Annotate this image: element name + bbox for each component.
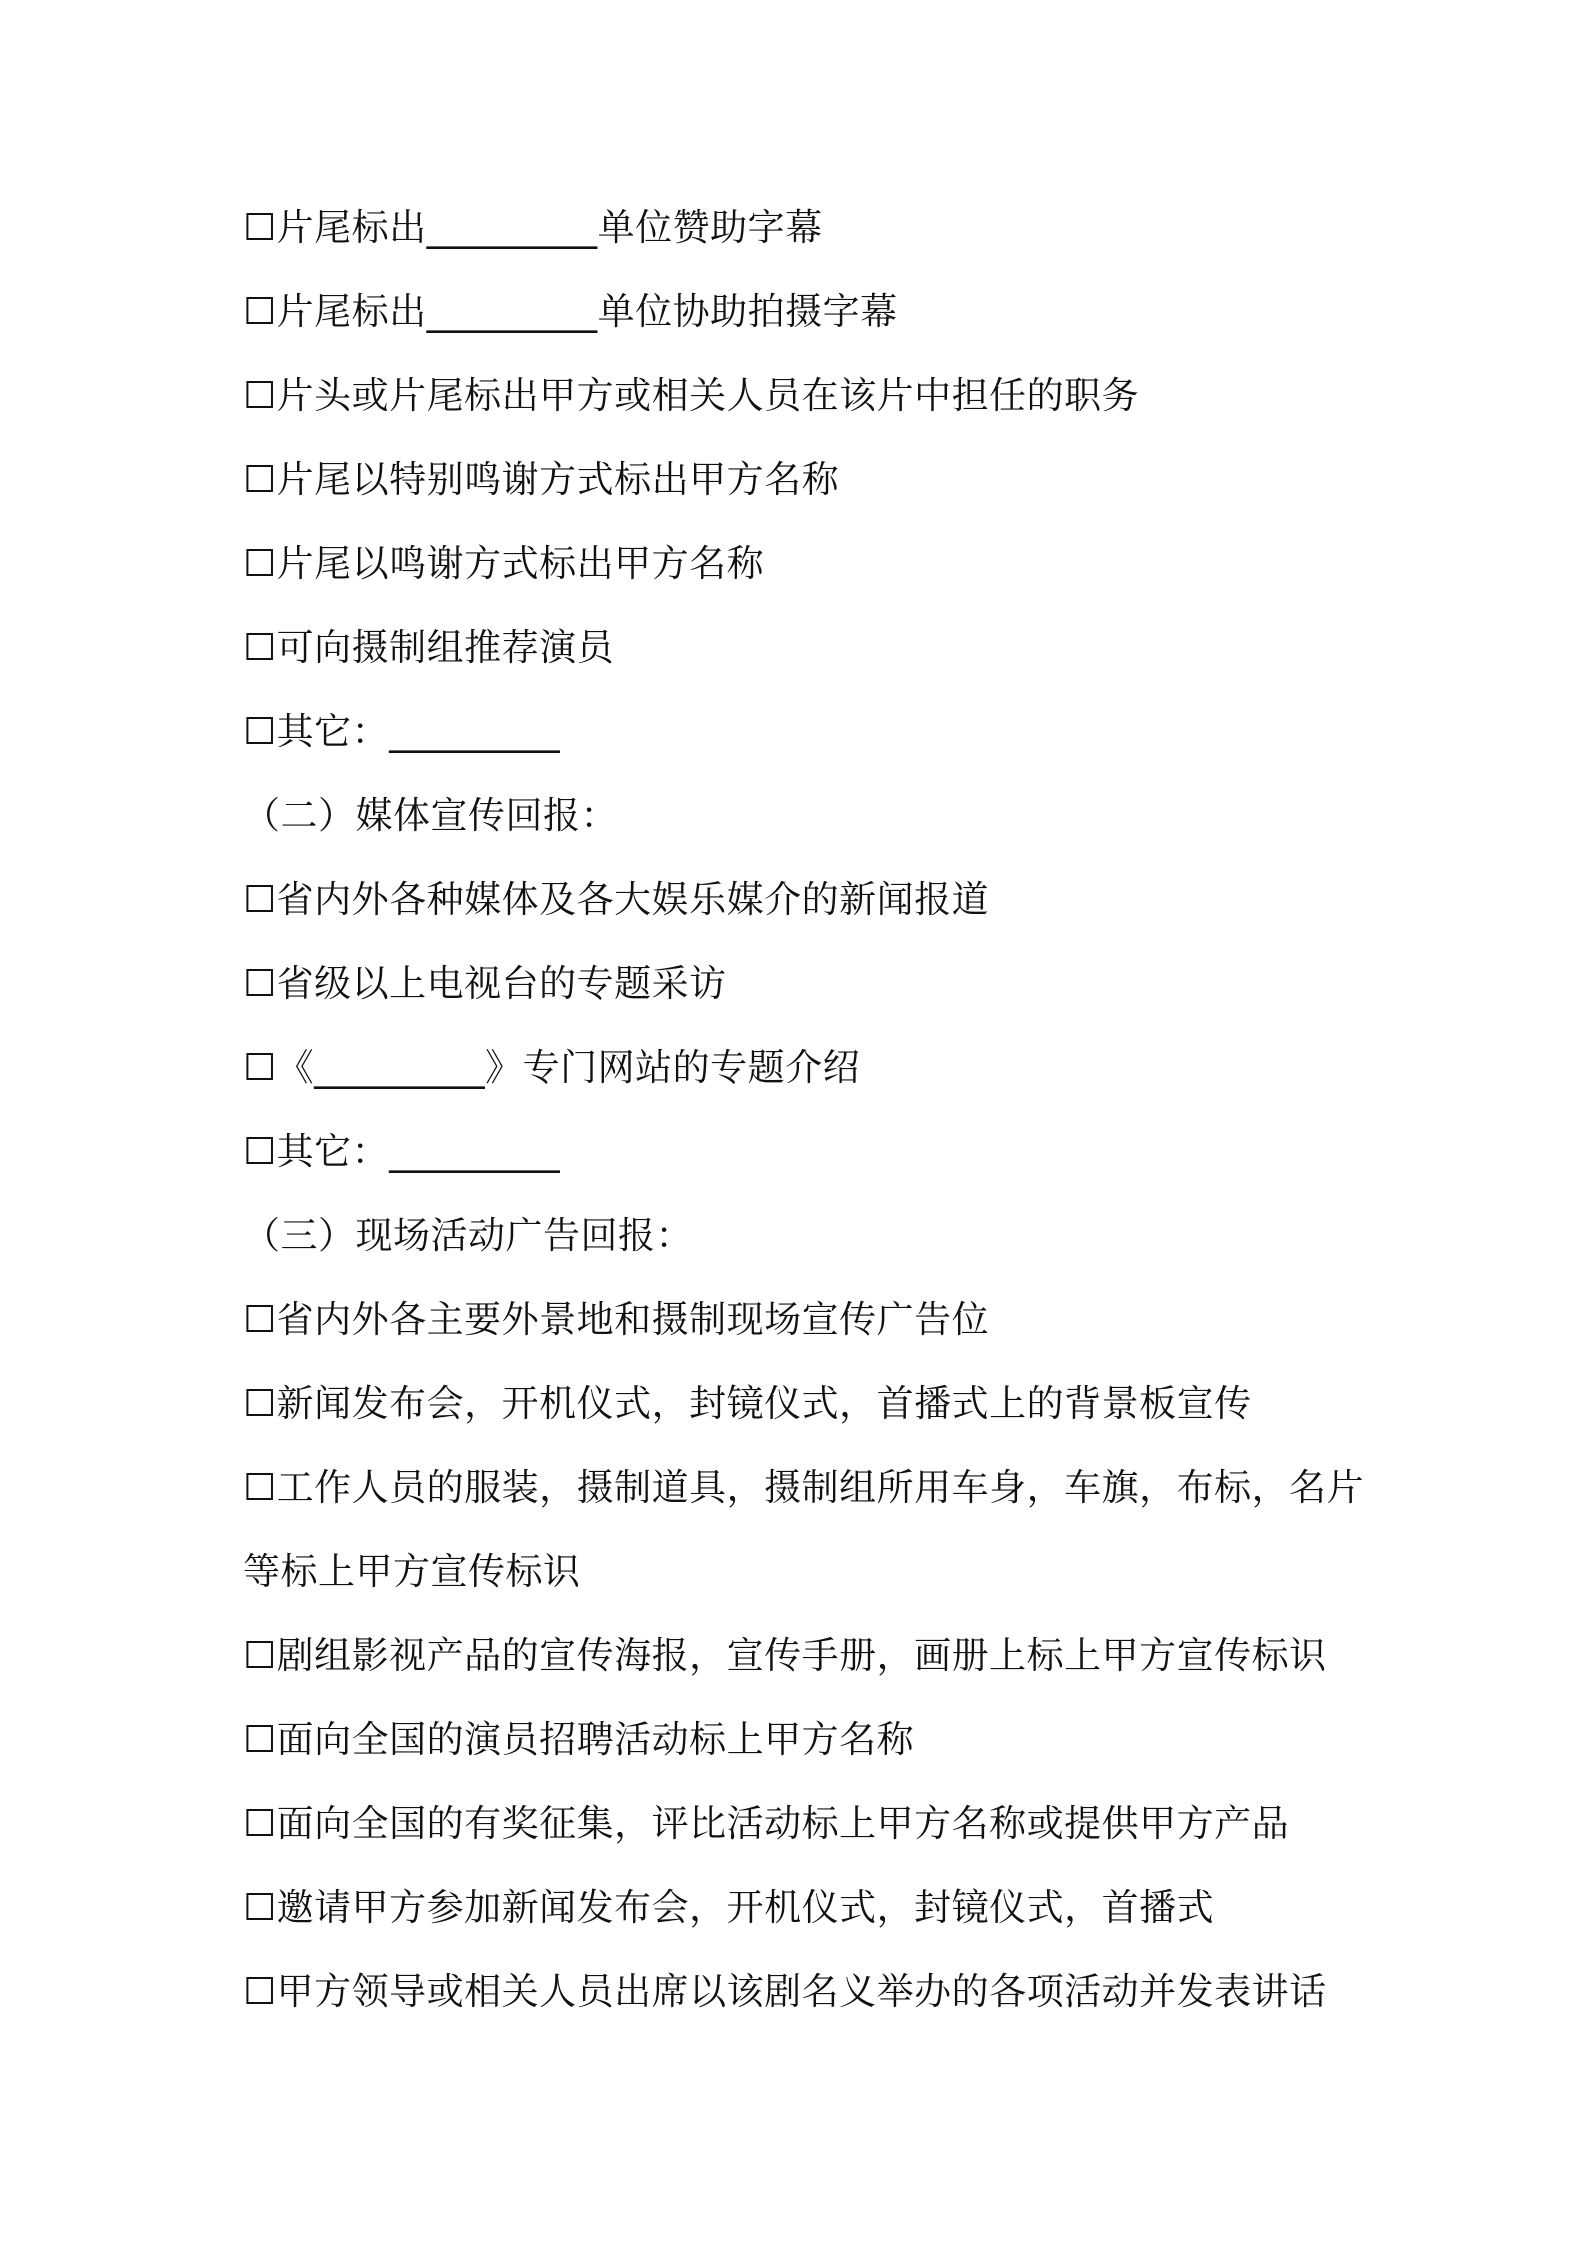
option-sponsor-credit: ☐片尾标出_________单位赞助字幕 [243, 206, 823, 249]
option-leader-speech: ☐甲方领导或相关人员出席以该剧名义举办的各项活动并发表讲话 [243, 1970, 1327, 2013]
option-staff-logos-continued: 等标上甲方宣传标识 [243, 1550, 581, 1593]
option-backdrop-ads: ☐新闻发布会，开机仪式，封镜仪式，首播式上的背景板宣传 [243, 1382, 1252, 1425]
option-other-2: ☐其它：_________ [243, 1130, 561, 1173]
option-casting-name: ☐面向全国的演员招聘活动标上甲方名称 [243, 1718, 915, 1761]
option-invite-events: ☐邀请甲方参加新闻发布会，开机仪式，封镜仪式，首播式 [243, 1886, 1215, 1929]
option-special-thanks: ☐片尾以特别鸣谢方式标出甲方名称 [243, 458, 840, 501]
option-staff-logos: ☐工作人员的服装，摄制道具，摄制组所用车身，车旗，布标，名片 [243, 1466, 1365, 1509]
option-poster-logos: ☐剧组影视产品的宣传海报，宣传手册，画册上标上甲方宣传标识 [243, 1634, 1327, 1677]
option-recommend-actors: ☐可向摄制组推荐演员 [243, 626, 615, 669]
option-tv-interview: ☐省级以上电视台的专题采访 [243, 962, 727, 1005]
option-contest-name: ☐面向全国的有奖征集，评比活动标上甲方名称或提供甲方产品 [243, 1802, 1290, 1845]
option-other-1: ☐其它：_________ [243, 710, 561, 753]
option-media-news: ☐省内外各种媒体及各大娱乐媒介的新闻报道 [243, 878, 990, 921]
section-heading-media: （二）媒体宣传回报： [243, 794, 618, 837]
option-staff-title-credit: ☐片头或片尾标出甲方或相关人员在该片中担任的职务 [243, 374, 1140, 417]
section-heading-onsite: （三）现场活动广告回报： [243, 1214, 693, 1257]
option-assist-credit: ☐片尾标出_________单位协助拍摄字幕 [243, 290, 898, 333]
option-thanks: ☐片尾以鸣谢方式标出甲方名称 [243, 542, 765, 585]
option-website-feature: ☐《_________》专门网站的专题介绍 [243, 1046, 861, 1089]
option-location-ads: ☐省内外各主要外景地和摄制现场宣传广告位 [243, 1298, 990, 1341]
